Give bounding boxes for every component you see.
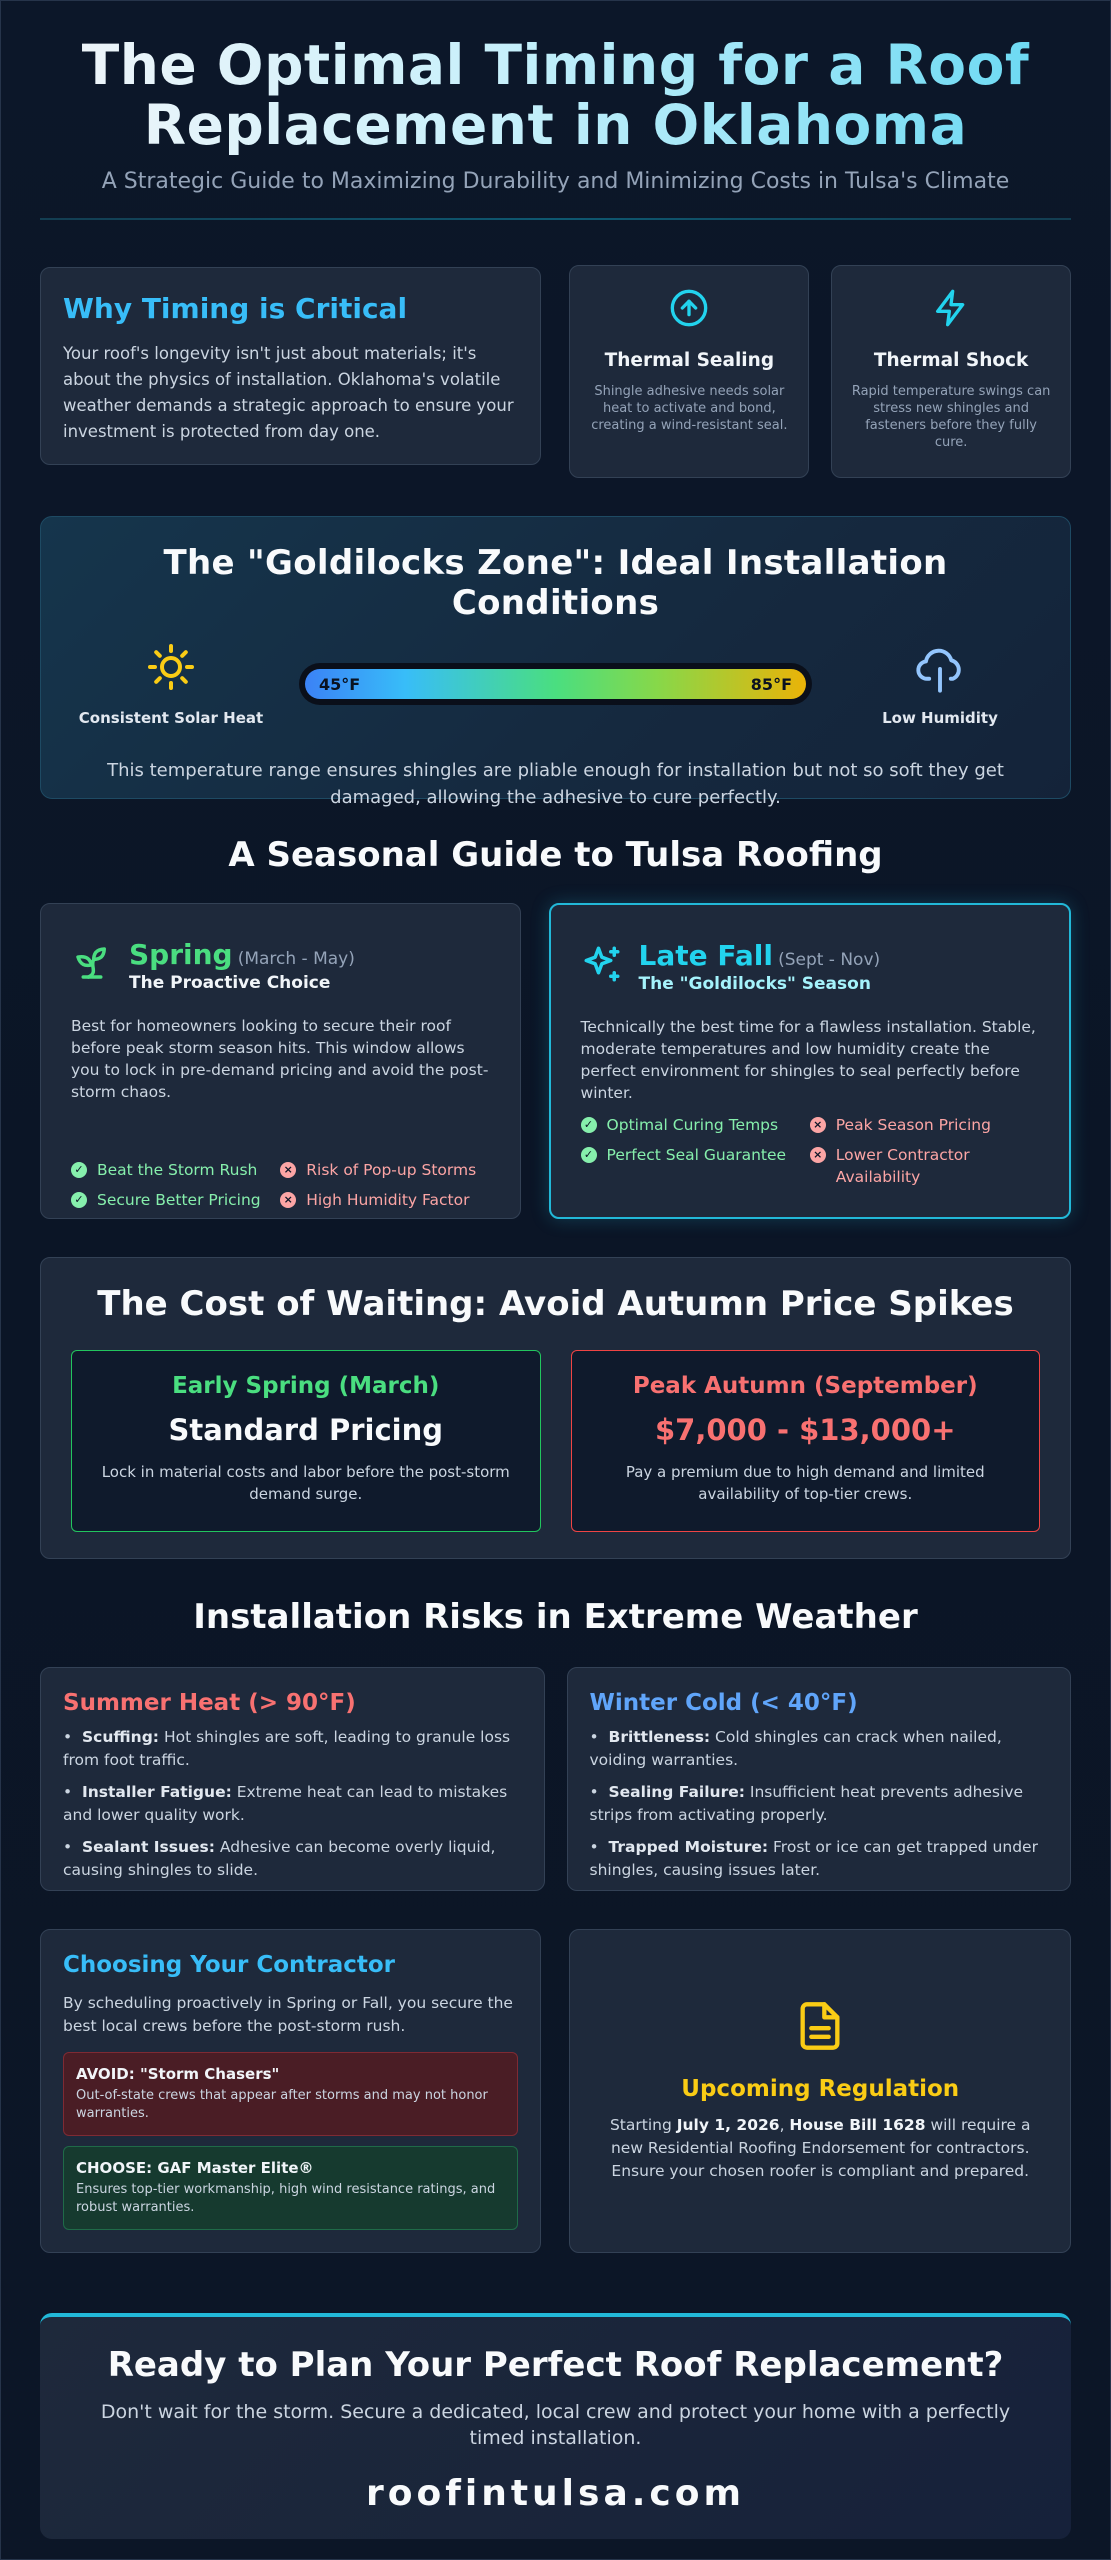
risk-item: • Installer Fatigue: Extreme heat can lead to mistakes and lower quality work. (63, 1783, 508, 1824)
low-humidity-label: Low Humidity (882, 709, 998, 727)
solar-heat-label: Consistent Solar Heat (78, 709, 264, 727)
intro-row (40, 265, 1071, 480)
check-icon: ✓ (71, 1192, 87, 1208)
cost-of-waiting-card (40, 1257, 1071, 1559)
x-icon: × (280, 1162, 296, 1178)
pro-item (581, 1114, 810, 1136)
risk-key: Trapped Moisture: (608, 1838, 769, 1856)
why-timing-card (40, 267, 541, 465)
risk-item: • Sealing Failure: Insufficient heat prevents adhesive strips from activating properly. (589, 1783, 1024, 1824)
risk-key: Installer Fatigue: (82, 1783, 232, 1801)
cost-comparison (71, 1350, 1040, 1532)
risks-heading: Installation Risks in Extreme Weather (193, 1597, 918, 1637)
risk-item: • Brittleness: Cold shingles can crack when nailed, voiding warranties. (589, 1728, 1002, 1769)
thermal-sealing-card (569, 265, 809, 478)
regulation-heading: Upcoming Regulation (681, 2076, 960, 2102)
peak-autumn-box (571, 1350, 1041, 1532)
feature-text: Rapid temperature swings can stress new shingles and fasteners before they fully cure. (851, 384, 1051, 450)
contractor-row (40, 1929, 1071, 2253)
risk-text: Insufficient heat prevents adhesive strips from activating properly. (589, 1783, 1024, 1824)
why-body: Your roof's longevity isn't just about materials; it's about the physics of installation. Oklahoma's volatile weather demands a strategic approach to ensure your investment is protected from day one. (63, 344, 514, 441)
risk-text: Cold shingles can crack when nailed, voiding warranties. (589, 1728, 1002, 1769)
goldilocks-heading: The "Goldilocks Zone": Ideal Installation Conditions (163, 543, 948, 623)
pro-label: Optimal Curing Temps (606, 1116, 779, 1134)
sprout-icon (71, 942, 113, 984)
early-label: Early Spring (March) (172, 1373, 440, 1399)
page-title (40, 35, 1071, 155)
reg-text: , (779, 2116, 790, 2134)
pro-label: Secure Better Pricing (97, 1191, 261, 1209)
risks-row (40, 1667, 1071, 1891)
regulation-body (600, 2114, 1040, 2183)
reg-text: will require a new Residential Roofing Endorsement for contractors. Ensure your chosen roofer is compliant and prepared. (610, 2116, 1031, 2180)
max-temp: 85°F (750, 674, 792, 694)
header (40, 1, 1071, 220)
peak-label: Peak Autumn (September) (632, 1373, 978, 1399)
sparkles-icon (581, 943, 623, 985)
spring-name: Spring (129, 938, 233, 971)
risk-key: Brittleness: (608, 1728, 711, 1746)
fall-subtitle: The "Goldilocks" Season (638, 974, 871, 994)
page-subtitle: A Strategic Guide to Maximizing Durability and Minimizing Costs in Tulsa's Climate (101, 169, 1010, 194)
why-heading: Why Timing is Critical (63, 292, 408, 325)
spring-body: Best for homeowners looking to secure their roof before peak storm season hits. This window allows you to lock in pre-demand pricing and avoid the post-storm chaos. (71, 1017, 489, 1101)
peak-value: $7,000 - $13,000+ (654, 1413, 956, 1447)
check-icon: ✓ (71, 1162, 87, 1178)
fall-name: Late Fall (638, 939, 773, 972)
contractor-card (40, 1929, 541, 2253)
pro-label: Beat the Storm Rush (97, 1161, 258, 1179)
reg-date: July 1, 2026 (676, 2116, 780, 2134)
sun-icon (147, 643, 195, 691)
lightning-icon (931, 288, 971, 328)
early-value: Standard Pricing (168, 1413, 443, 1447)
check-icon: ✓ (581, 1147, 597, 1163)
solar-heat-block (71, 643, 271, 727)
x-icon: × (810, 1147, 826, 1163)
temperature-bar-track (299, 663, 812, 705)
fall-body: Technically the best time for a flawless installation. Stable, moderate temperatures and low humidity create the perfect environment for shingles to seal perfectly before winter. (580, 1018, 1036, 1102)
cta-card (40, 2313, 1071, 2539)
pro-item (71, 1189, 280, 1211)
reg-bill: House Bill 1628 (789, 2116, 926, 2134)
risk-text: Extreme heat can lead to mistakes and lower quality work. (63, 1783, 508, 1824)
check-icon: ✓ (581, 1117, 597, 1133)
divider (40, 218, 1071, 220)
feature-title: Thermal Shock (873, 350, 1029, 371)
feature-text: Shingle adhesive needs solar heat to activate and bond, creating a wind-resistant seal. (591, 384, 788, 433)
choose-title: CHOOSE: GAF Master Elite® (76, 2159, 314, 2177)
cta-heading: Ready to Plan Your Perfect Roof Replacement? (107, 2345, 1004, 2385)
document-icon (794, 2000, 846, 2052)
risk-key: Sealant Issues: (82, 1838, 215, 1856)
x-icon: × (280, 1192, 296, 1208)
avoid-title: AVOID: "Storm Chasers" (76, 2065, 280, 2083)
con-item (810, 1114, 1039, 1136)
spring-months: (March - May) (237, 949, 355, 969)
choose-box (63, 2146, 518, 2230)
peak-desc: Pay a premium due to high demand and limited availability of top-tier crews. (625, 1463, 985, 1503)
thermal-shock-card (831, 265, 1071, 478)
website-link[interactable]: roofintulsa.com (365, 2473, 745, 2514)
choose-text: Ensures top-tier workmanship, high wind resistance ratings, and robust warranties. (76, 2182, 496, 2215)
seasonal-heading: A Seasonal Guide to Tulsa Roofing (228, 835, 883, 875)
summer-title: Summer Heat (> 90°F) (63, 1690, 356, 1716)
cta-body: Don't wait for the storm. Secure a dedicated, local crew and protect your home with a perfectly timed installation. (100, 2401, 1011, 2449)
fall-months: (Sept - Nov) (778, 950, 881, 970)
risk-key: Sealing Failure: (608, 1783, 745, 1801)
title-line-2: Replacement in Oklahoma (143, 93, 968, 157)
risk-item: • Scuffing: Hot shingles are soft, leading to granule loss from foot traffic. (63, 1728, 511, 1769)
goldilocks-note: This temperature range ensures shingles are pliable enough for installation but not so soft they get damaged, allowing the adhesive to cure perfectly. (107, 760, 1004, 808)
goldilocks-row (71, 643, 1040, 727)
risk-text: Frost or ice can get trapped under shingles, causing issues later. (589, 1838, 1038, 1879)
early-desc: Lock in material costs and labor before the post-storm demand surge. (101, 1463, 510, 1503)
spring-subtitle: The Proactive Choice (129, 973, 331, 993)
arrow-up-circle-icon (669, 288, 709, 328)
seasons-row (40, 903, 1071, 1219)
late-fall-card (549, 903, 1071, 1219)
x-icon: × (810, 1117, 826, 1133)
title-line-1: The Optimal Timing for a Roof (81, 33, 1030, 97)
risk-key: Scuffing: (82, 1728, 160, 1746)
avoid-text: Out-of-state crews that appear after storms and may not honor warranties. (76, 2088, 488, 2121)
contractor-body: By scheduling proactively in Spring or Fall, you secure the best local crews before the post-storm rush. (63, 1994, 513, 2035)
avoid-box (63, 2052, 518, 2136)
con-label: Peak Season Pricing (835, 1116, 991, 1134)
temperature-range (271, 643, 840, 705)
winter-title: Winter Cold (< 40°F) (589, 1690, 858, 1716)
goldilocks-zone-card (40, 516, 1071, 808)
con-label: Lower Contractor Availability (835, 1146, 970, 1186)
fall-pros-cons (581, 1114, 1039, 1196)
con-item (280, 1189, 489, 1211)
con-label: High Humidity Factor (306, 1191, 470, 1209)
low-humidity-block (840, 643, 1040, 727)
summer-heat-card (40, 1667, 545, 1891)
feature-title: Thermal Sealing (604, 350, 775, 371)
spring-card (40, 903, 521, 1219)
winter-cold-card (567, 1667, 1072, 1891)
con-item (810, 1144, 1039, 1188)
spring-pros-cons (71, 1159, 490, 1219)
contractor-heading: Choosing Your Contractor (63, 1952, 396, 1978)
min-temp: 45°F (319, 674, 361, 694)
con-label: Risk of Pop-up Storms (306, 1161, 477, 1179)
pro-item (581, 1144, 810, 1166)
risk-item: • Trapped Moisture: Frost or ice can get trapped under shingles, causing issues later. (589, 1838, 1038, 1879)
temperature-bar (305, 669, 806, 699)
regulation-card (569, 1929, 1071, 2253)
reg-text: Starting (609, 2116, 677, 2134)
cloud-rain-icon (914, 643, 966, 695)
risk-text: Adhesive can become overly liquid, causing shingles to slide. (63, 1838, 496, 1879)
cost-heading: The Cost of Waiting: Avoid Autumn Price Spikes (97, 1284, 1014, 1324)
pro-item (71, 1159, 280, 1181)
pro-label: Perfect Seal Guarantee (606, 1146, 787, 1164)
early-spring-box (71, 1350, 541, 1532)
con-item (280, 1159, 489, 1181)
risk-item: • Sealant Issues: Adhesive can become overly liquid, causing shingles to slide. (63, 1838, 496, 1879)
risk-text: Hot shingles are soft, leading to granule loss from foot traffic. (63, 1728, 511, 1769)
